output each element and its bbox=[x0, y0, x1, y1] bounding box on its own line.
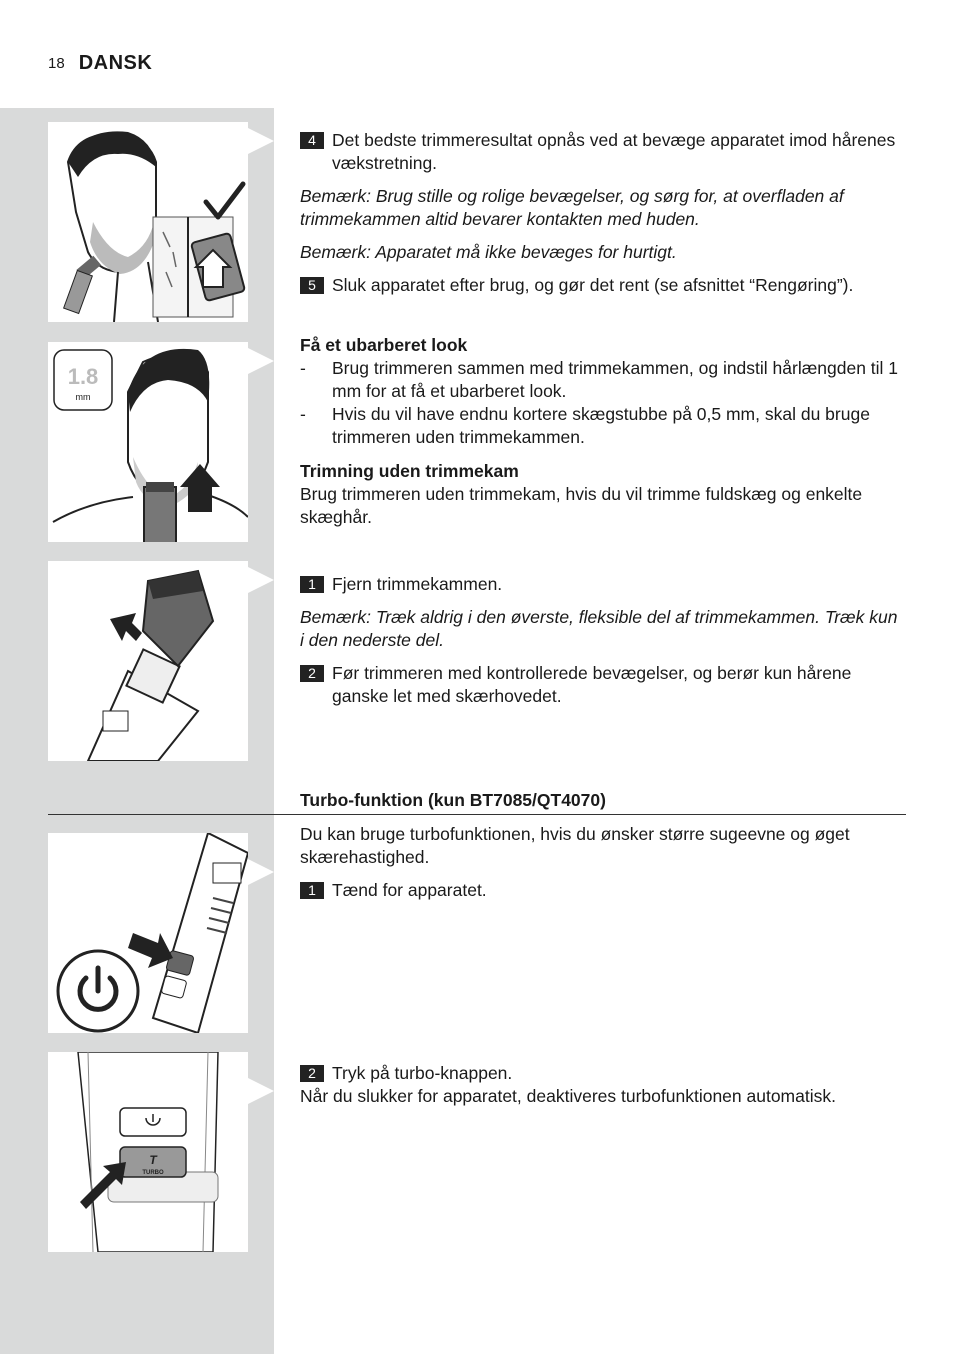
section-stubble-look bbox=[300, 334, 906, 529]
svg-text:T: T bbox=[149, 1153, 157, 1167]
bullet-text: Hvis du vil have endnu kortere skægstubbe på 0,5 mm, skal du bruge trimmeren uden trimmekammen. bbox=[332, 404, 870, 447]
svg-text:1.8: 1.8 bbox=[67, 364, 99, 389]
step-text: Fjern trimmekammen. bbox=[332, 574, 503, 594]
callout-notch bbox=[248, 1078, 274, 1104]
step-number: 1 bbox=[300, 576, 324, 593]
step-text: Det bedste trimmeresultat opnås ved at bevæge apparatet imod hårenes vækstretning. bbox=[332, 130, 896, 173]
paragraph: Du kan bruge turbofunktionen, hvis du ønsker større sugeevne og øget skærehastighed. bbox=[300, 824, 850, 867]
step-4 bbox=[300, 129, 906, 175]
bullet-item: - Brug trimmeren sammen med trimmekammen, og indstil hårlængden til 1 mm for at få et ubarberet look. bbox=[300, 357, 906, 403]
language-title: DANSK bbox=[78, 51, 153, 74]
figure-trim-direction bbox=[48, 122, 248, 322]
callout-notch bbox=[248, 128, 274, 154]
bullet-item: - Hvis du vil have endnu kortere skægstubbe på 0,5 mm, skal du bruge trimmeren uden trimmekammen. bbox=[300, 403, 906, 449]
section-heading: Få et ubarberet look bbox=[300, 335, 468, 355]
bullet-text: Brug trimmeren sammen med trimmekammen, og indstil hårlængden til 1 mm for at få et ubarberet look. bbox=[332, 358, 899, 401]
remove-comb-illustration bbox=[48, 561, 248, 761]
section-turbo-heading bbox=[300, 789, 906, 812]
figure-stubble-look bbox=[48, 342, 248, 542]
section-turbo bbox=[300, 823, 906, 902]
svg-text:TURBO: TURBO bbox=[142, 1170, 164, 1176]
figure-turbo-button bbox=[48, 1052, 248, 1252]
step-number: 1 bbox=[300, 882, 324, 899]
figure-remove-comb bbox=[48, 561, 248, 761]
stubble-look-illustration bbox=[48, 342, 248, 542]
step-number: 2 bbox=[300, 665, 324, 682]
step-2 bbox=[300, 662, 906, 708]
step-text: Tryk på turbo-knappen. bbox=[332, 1063, 513, 1083]
check-mark-icon bbox=[206, 184, 243, 217]
turbo-button-illustration bbox=[48, 1052, 248, 1252]
trim-direction-illustration bbox=[48, 122, 248, 322]
step-1 bbox=[300, 573, 906, 596]
callout-notch bbox=[248, 859, 274, 885]
paragraph: Brug trimmeren uden trimmekam, hvis du vil trimme fuldskæg og enkelte skæghår. bbox=[300, 484, 863, 527]
step-2 bbox=[300, 1062, 906, 1085]
figure-power-on bbox=[48, 833, 248, 1033]
step-number: 5 bbox=[300, 277, 324, 294]
callout-notch bbox=[248, 348, 274, 374]
step-text: Sluk apparatet efter brug, og gør det rent (se afsnittet “Rengøring”). bbox=[332, 275, 854, 295]
power-on-illustration bbox=[48, 833, 248, 1033]
note: Bemærk: Brug stille og rolige bevægelser, og sørg for, at overfladen af trimmekammen altid bevarer kontakten med huden. bbox=[300, 186, 844, 229]
page-number: 18 bbox=[48, 54, 65, 72]
step-number: 2 bbox=[300, 1065, 324, 1082]
step-text: Før trimmeren med kontrollerede bevægelser, og berør kun hårene ganske let med skærhovedet. bbox=[332, 663, 852, 706]
section-remove-comb bbox=[300, 573, 906, 708]
step-number: 4 bbox=[300, 132, 324, 149]
note: Bemærk: Apparatet må ikke bevæges for hurtigt. bbox=[300, 242, 677, 262]
section-trim-direction bbox=[300, 129, 906, 297]
svg-text:mm: mm bbox=[75, 392, 91, 402]
step-1 bbox=[300, 879, 906, 902]
step-5 bbox=[300, 274, 906, 297]
step-text: Tænd for apparatet. bbox=[332, 880, 487, 900]
section-heading: Turbo-funktion (kun BT7085/QT4070) bbox=[300, 790, 606, 810]
page-header bbox=[48, 48, 152, 78]
note: Bemærk: Træk aldrig i den øverste, fleksible del af trimmekammen. Træk kun i den nederste del. bbox=[300, 607, 898, 650]
section-turbo-button bbox=[300, 1062, 906, 1108]
callout-notch bbox=[248, 567, 274, 593]
section-heading: Trimning uden trimmekam bbox=[300, 461, 519, 481]
section-divider bbox=[48, 814, 906, 815]
paragraph: Når du slukker for apparatet, deaktiveres turbofunktionen automatisk. bbox=[300, 1086, 836, 1106]
